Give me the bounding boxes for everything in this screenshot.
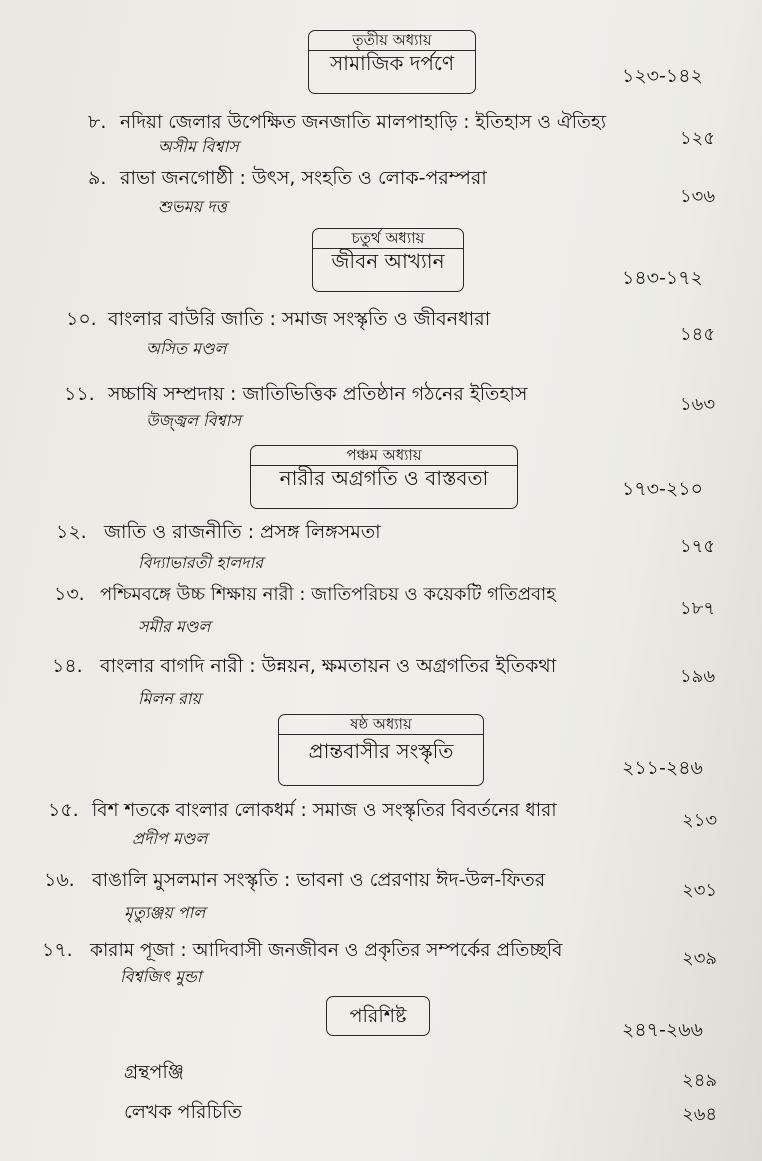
- appendix-page-range: ২৪৭-২৬৬: [622, 1019, 703, 1041]
- entry-number: ১৭.: [42, 939, 73, 961]
- entry-number: ১৪.: [52, 655, 83, 677]
- entry-author: বিশ্বজিৎ মুন্ডা: [120, 967, 202, 986]
- entry-author: উজ্জ্বল বিশ্বাস: [146, 411, 241, 430]
- entry-title: বাংলার বাগদি নারী : উন্নয়ন, ক্ষমতায়ন ও অগ্রগতির ইতিকথা: [100, 655, 557, 677]
- bibliography-page: ২৪৯: [682, 1070, 718, 1091]
- entry-number: ৯.: [88, 167, 107, 189]
- entry-page: ১৮৭: [680, 598, 716, 619]
- chapter-page-range: ১২৩-১৪২: [622, 65, 703, 87]
- entry-author: অসিত মণ্ডল: [146, 339, 227, 358]
- entry-author: শুভময় দত্ত: [158, 197, 227, 216]
- chapter-4-heading: [312, 228, 464, 292]
- entry-page: ২৩৯: [682, 948, 718, 969]
- chapter-name: নারীর অগ্রগতি ও বাস্তবতা: [251, 465, 517, 491]
- entry-number: ১৫.: [48, 799, 79, 821]
- entry-author: প্রদীপ মণ্ডল: [132, 829, 208, 848]
- entry-number: ১১.: [64, 383, 95, 405]
- entry-author: মিলন রায়: [138, 689, 201, 708]
- chapter-page-range: ১৭৩-২১০: [622, 478, 703, 500]
- entry-page: ১৬৩: [680, 394, 716, 415]
- chapter-6-heading: [278, 714, 484, 786]
- chapter-part-label: ষষ্ঠ অধ্যায়: [350, 715, 412, 733]
- entry-number: ১৩.: [54, 583, 85, 605]
- entry-title: পশ্চিমবঙ্গে উচ্চ শিক্ষায় নারী : জাতিপরিচয় ও কয়েকটি গতিপ্রবাহ: [100, 584, 556, 605]
- entry-title: বাংলার বাউরি জাতি : সমাজ সংস্কৃতি ও জীবনধারা: [108, 308, 491, 330]
- chapter-part-label: পঞ্চম অধ্যায়: [346, 446, 422, 464]
- entry-author: অসীম বিশ্বাস: [158, 137, 239, 156]
- author-profiles-title: লেখক পরিচিতি: [124, 1101, 242, 1123]
- chapter-name: সামাজিক দর্পণে: [309, 50, 475, 76]
- entry-page: ১২৫: [680, 128, 716, 149]
- appendix-heading: পরিশিষ্ট: [326, 996, 430, 1036]
- entry-title: কারাম পূজা : আদিবাসী জনজীবন ও প্রকৃতির সম্পর্কের প্রতিচ্ছবি: [90, 940, 563, 961]
- entry-page: ১৯৬: [680, 666, 716, 687]
- entry-number: ১৬.: [44, 869, 75, 891]
- bibliography-title: গ্রন্থপঞ্জি: [124, 1061, 185, 1083]
- entry-title: জাতি ও রাজনীতি : প্রসঙ্গ লিঙ্গসমতা: [104, 521, 381, 543]
- entry-author: বিদ্যাভারতী হালদার: [138, 553, 264, 572]
- chapter-page-range: ২১১-২৪৬: [622, 757, 703, 779]
- author-profiles-page: ২৬৪: [682, 1104, 718, 1125]
- entry-author: মৃত্যুঞ্জয় পাল: [124, 903, 206, 922]
- entry-page: ১৪৫: [680, 324, 716, 345]
- entry-page: ২১৩: [682, 810, 718, 831]
- entry-title: সচ্চাষি সম্প্রদায় : জাতিভিত্তিক প্রতিষ্ঠান গঠনের ইতিহাস: [108, 383, 528, 405]
- entry-title: বাঙালি মুসলমান সংস্কৃতি : ভাবনা ও প্রেরণায় ঈদ-উল-ফিতর: [92, 869, 546, 891]
- chapter-name: প্রান্তবাসীর সংস্কৃতি: [279, 734, 483, 767]
- entry-title: বিশ শতকে বাংলার লোকধর্ম : সমাজ ও সংস্কৃতির বিবর্তনের ধারা: [92, 800, 557, 821]
- entry-page: ১৭৫: [680, 536, 716, 557]
- entry-number: ১২.: [56, 521, 87, 543]
- entry-number: ১০.: [66, 308, 97, 330]
- entry-page: ২৩১: [682, 880, 718, 901]
- entry-page: ১৩৬: [680, 186, 716, 207]
- chapter-page-range: ১৪৩-১৭২: [622, 267, 703, 289]
- entry-number: ৮.: [88, 111, 107, 133]
- chapter-3-heading: [308, 30, 476, 94]
- entry-author: সমীর মণ্ডল: [138, 617, 211, 636]
- entry-title: নদিয়া জেলার উপেক্ষিত জনজাতি মালপাহাড়ি : ইতিহাস ও ঐতিহ্য: [120, 112, 606, 133]
- chapter-part-label: চতুর্থ অধ্যায়: [351, 229, 425, 247]
- chapter-part-label: তৃতীয় অধ্যায়: [352, 31, 432, 49]
- entry-title: রাভা জনগোষ্ঠী : উৎস, সংহতি ও লোক-পরম্পরা: [120, 167, 487, 189]
- chapter-name: জীবন আখ্যান: [313, 248, 463, 274]
- chapter-5-heading: [250, 445, 518, 509]
